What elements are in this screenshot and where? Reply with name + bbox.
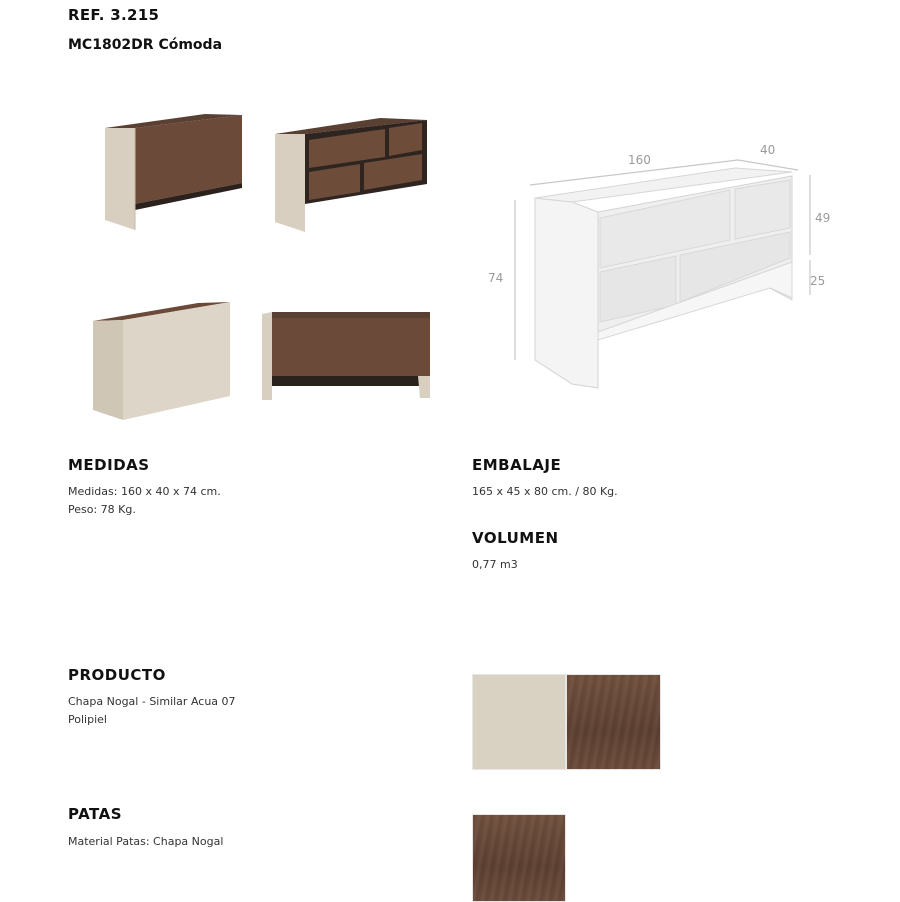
embalaje-details: 165 x 45 x 80 cm. / 80 Kg. (472, 485, 618, 498)
dimension-height-label: 74 (488, 271, 504, 285)
swatch-patas-nogal (472, 814, 566, 902)
dimension-drawing (480, 140, 840, 400)
product-view-rear (258, 310, 434, 402)
swatch-chapa-nogal (566, 674, 661, 770)
reference-number: REF. 3.215 (68, 6, 160, 24)
producto-material-2: Polipiel (68, 713, 107, 726)
producto-heading: PRODUCTO (68, 666, 166, 684)
product-view-back (88, 296, 238, 424)
dimension-depth-label: 40 (760, 143, 776, 157)
medidas-heading: MEDIDAS (68, 456, 150, 474)
dimension-width-label: 160 (628, 153, 651, 167)
medidas-weight: Peso: 78 Kg. (68, 503, 136, 516)
product-model-title: MC1802DR Cómoda (68, 37, 223, 53)
patas-material: Material Patas: Chapa Nogal (68, 835, 224, 848)
product-view-drawers (270, 112, 430, 237)
medidas-dimensions: Medidas: 160 x 40 x 74 cm. (68, 485, 221, 498)
dimension-lower-label: 25 (810, 274, 826, 288)
embalaje-heading: EMBALAJE (472, 456, 562, 474)
product-view-front-panel (100, 108, 250, 238)
volumen-value: 0,77 m3 (472, 558, 518, 571)
dimension-upper-label: 49 (815, 211, 831, 225)
swatch-polipiel-beige (472, 674, 566, 770)
patas-heading: PATAS (68, 805, 123, 823)
producto-material-1: Chapa Nogal - Similar Acua 07 (68, 695, 236, 708)
volumen-heading: VOLUMEN (472, 529, 559, 547)
